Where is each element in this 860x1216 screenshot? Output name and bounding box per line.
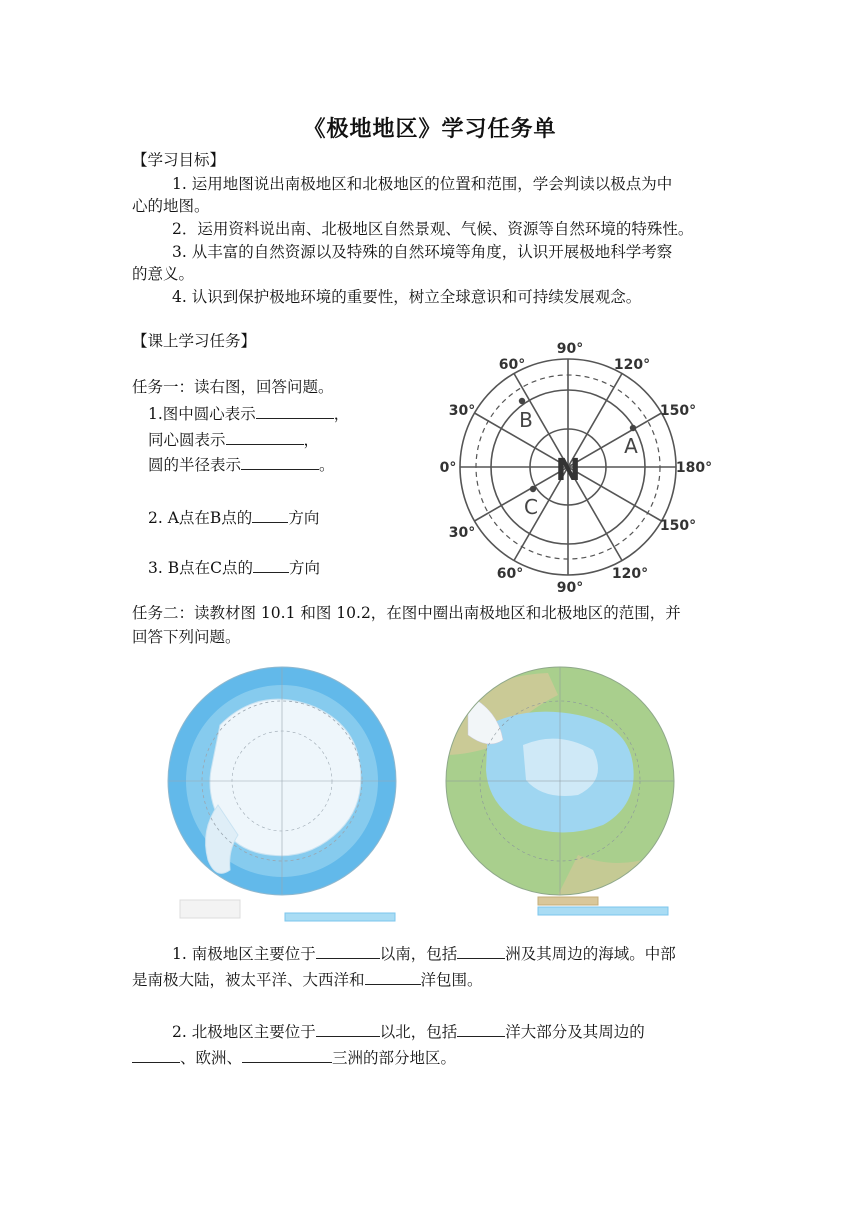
task1-q1-radius-label: 圆的半径表示 xyxy=(148,456,242,474)
antarctic-question-line1: 1. 南极地区主要位于 以南，包括 洲及其周边的海域。中部 xyxy=(172,942,676,965)
deg-lower-right: 150° xyxy=(659,518,697,534)
task2-line2: 回答下列问题。 xyxy=(132,628,241,646)
page-title: 《极地地区》学习任务单 xyxy=(303,117,557,142)
task1-q1-center: 1.图中圆心表示 ， xyxy=(148,402,349,425)
sea-ice xyxy=(523,739,598,796)
answer-blank[interactable] xyxy=(253,556,289,573)
task2-line1: 任务二：读教材图 10.1 和图 10.2，在图中圈出南极地区和北极地区的范围，并 xyxy=(132,604,681,622)
task1-q2-label: 2. A点在B点的 xyxy=(148,509,253,527)
task1-q3-label: 3. B点在C点的 xyxy=(148,559,253,577)
deg-bottom-right: 120° xyxy=(611,566,649,582)
point-a-label: A xyxy=(624,434,638,458)
task1-q1-circles: 同心圆表示 ， xyxy=(148,428,319,451)
deg-top-right: 120° xyxy=(613,357,651,373)
point-c-label: C xyxy=(524,495,538,519)
deg-bottom: 90° xyxy=(556,580,584,596)
answer-blank[interactable] xyxy=(241,453,319,470)
objective-3-line2: 的意义。 xyxy=(132,265,195,283)
deg-upper-left: 30° xyxy=(448,403,476,419)
objective-4: 4. 认识到保护极地环境的重要性，树立全球意识和可持续发展观念。 xyxy=(172,288,642,306)
arctic-question-line2: 、欧洲、 三洲的部分地区。 xyxy=(132,1046,456,1069)
objective-3-line1: 3. 从丰富的自然资源以及特殊的自然环境等角度，认识开展极地科学考察 xyxy=(172,243,673,261)
deg-left: 0° xyxy=(439,460,457,476)
task1-q3: 3. B点在C点的 方向 xyxy=(148,556,320,579)
arctic-elevation-scale xyxy=(538,897,598,905)
answer-blank[interactable] xyxy=(457,1020,505,1037)
antarctic-legend xyxy=(180,900,240,918)
answer-blank[interactable] xyxy=(132,1046,180,1063)
antarctic-question-line2: 是南极大陆，被太平洋、大西洋和 洋包围。 xyxy=(132,968,483,991)
answer-blank[interactable] xyxy=(457,942,505,959)
deg-bottom-left: 60° xyxy=(496,566,524,582)
deg-right: 180° xyxy=(675,460,713,476)
arctic-question-line1: 2. 北极地区主要位于 以北，包括 洋大部分及其周边的 xyxy=(172,1020,645,1043)
answer-blank[interactable] xyxy=(226,428,304,445)
antarctic-map xyxy=(150,655,420,930)
task1-q2: 2. A点在B点的 方向 xyxy=(148,506,319,529)
deg-top: 90° xyxy=(556,341,584,357)
objectives-header: 【学习目标】 xyxy=(132,151,226,169)
antarctic-depth-scale xyxy=(285,913,395,921)
objective-1-line1: 1. 运用地图说出南极地区和北极地区的位置和范围，学会判读以极点为中 xyxy=(172,175,673,193)
answer-blank[interactable] xyxy=(316,1020,380,1037)
task1-q1-radius: 圆的半径表示 。 xyxy=(148,453,335,476)
answer-blank[interactable] xyxy=(365,968,421,985)
point-b-label: B xyxy=(519,408,533,432)
answer-blank[interactable] xyxy=(256,402,334,419)
answer-blank[interactable] xyxy=(242,1046,332,1063)
answer-blank[interactable] xyxy=(252,506,288,523)
task1-q1-center-label: 1.图中圆心表示 xyxy=(148,405,256,423)
deg-upper-right: 150° xyxy=(659,403,697,419)
point-c-dot xyxy=(530,486,536,492)
answer-blank[interactable] xyxy=(316,942,380,959)
center-n-label: N xyxy=(555,453,581,488)
task1-q1-circles-label: 同心圆表示 xyxy=(148,431,226,449)
task1-intro: 任务一：读右图，回答问题。 xyxy=(132,378,334,396)
point-a-dot xyxy=(630,425,636,431)
deg-top-left: 60° xyxy=(498,357,526,373)
point-b-dot xyxy=(519,398,525,404)
arctic-map xyxy=(428,655,698,930)
polar-grid-diagram xyxy=(420,335,720,597)
objective-1-line2: 心的地图。 xyxy=(132,197,210,215)
class-tasks-header: 【课上学习任务】 xyxy=(132,332,257,350)
deg-lower-left: 30° xyxy=(448,525,476,541)
arctic-depth-scale xyxy=(538,907,668,915)
objective-2: 2．运用资料说出南、北极地区自然景观、气候、资源等自然环境的特殊性。 xyxy=(172,220,694,238)
